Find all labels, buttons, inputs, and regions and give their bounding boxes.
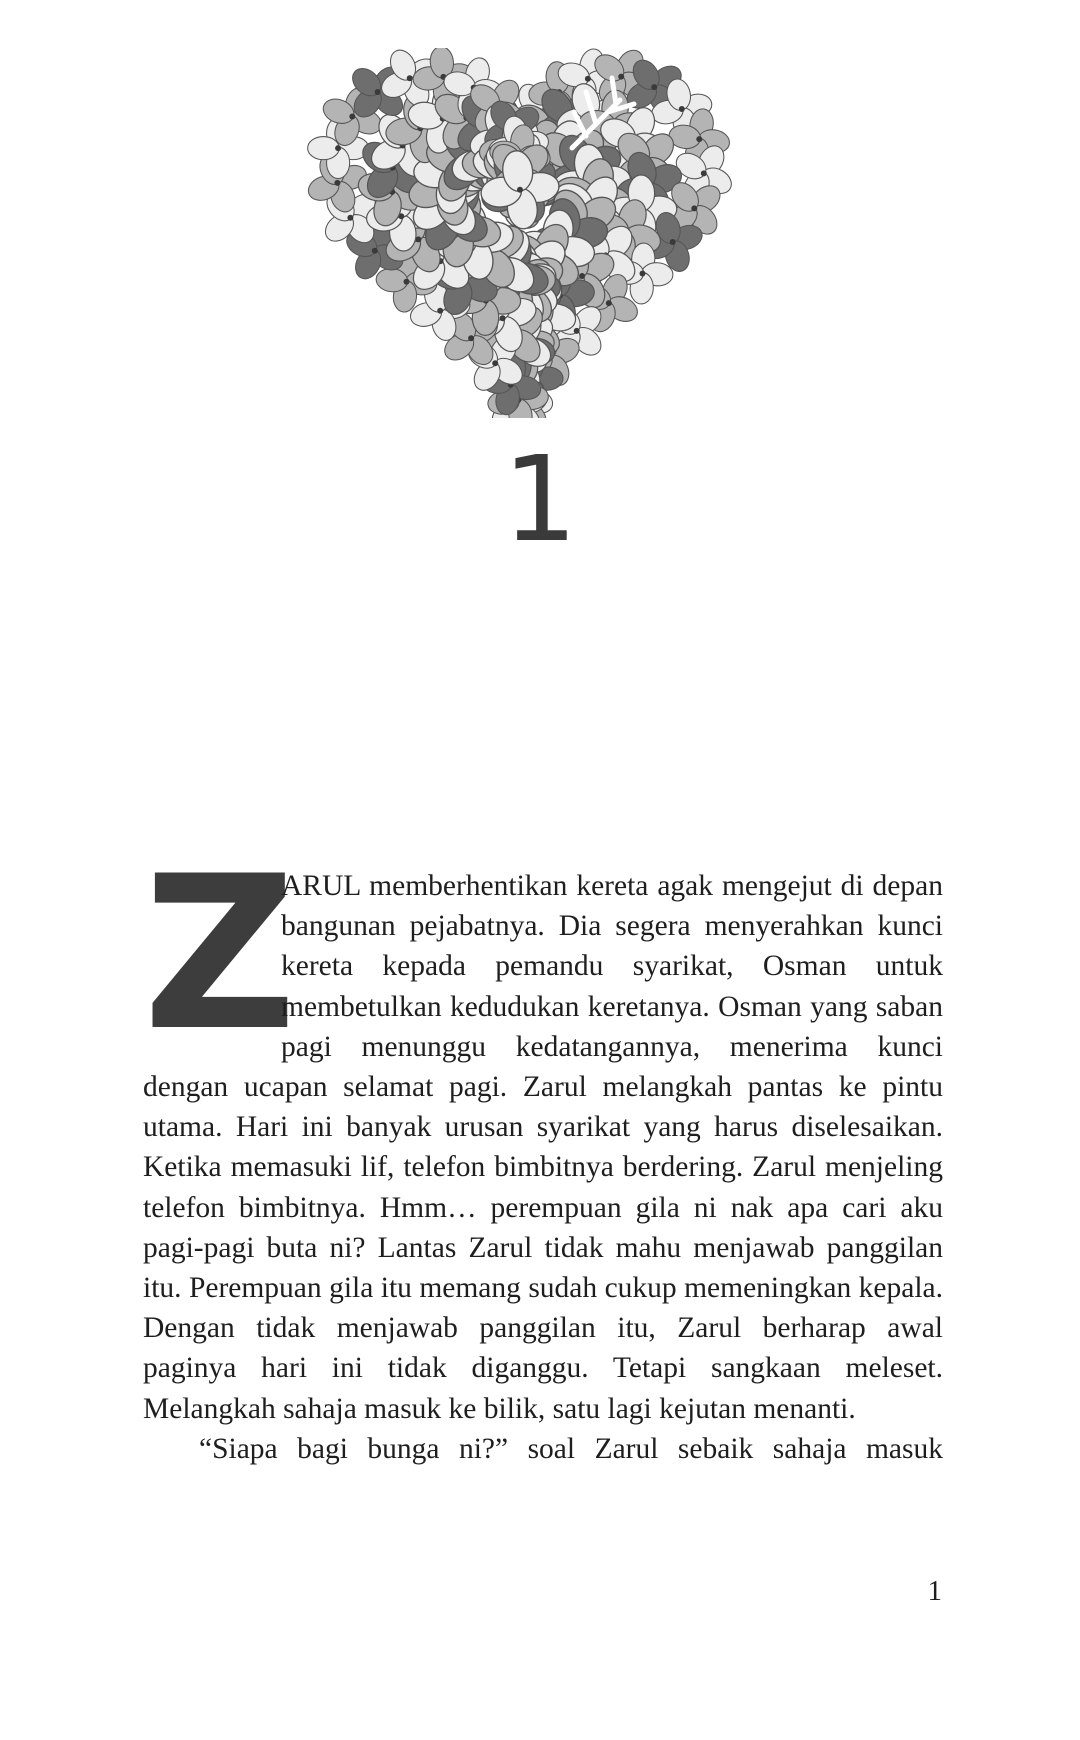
flower-center <box>335 145 341 151</box>
flower-center <box>349 114 355 120</box>
flower-center <box>437 308 443 314</box>
flower-center <box>670 239 676 245</box>
flower-center <box>492 360 498 366</box>
flower-center <box>407 75 413 81</box>
chapter-number: 1 <box>502 430 578 568</box>
flower-heart-icon <box>290 48 750 418</box>
first-paragraph <box>143 830 943 1429</box>
flower-center <box>468 335 474 341</box>
flower-center <box>574 328 580 334</box>
drop-cap: Z <box>143 830 297 1077</box>
flower-center <box>640 271 646 277</box>
flower-center <box>618 74 624 80</box>
flower-center <box>404 279 410 285</box>
flower-center <box>372 248 378 254</box>
flower-center <box>691 205 697 211</box>
flower-center <box>696 136 702 142</box>
flower-center <box>500 315 506 321</box>
flower-center <box>606 300 612 306</box>
first-paragraph-text: ARUL memberhentikan kereta agak mengejut di depan bangunan pejabatnya. Dia segera menyerahkan kunci kereta kepada pemandu syarikat, Osman untuk membetulkan kedudukan keretanya. Osman yang saban pagi menunggu kedatangannya, menerima kunci dengan ucapan selamat pagi. Zarul melangkah pantas ke pintu utama. Hari ini banyak urusan syarikat yang harus diselesaikan. Ketika memasuki lif, telefon bimbitnya berdering. Zarul menjeling telefon bimbitnya. Hmm… perempuan gila ni nak apa cari aku pagi-pagi buta ni? Lantas Zarul tidak mahu menjawab panggilan itu. Perempuan gila itu memang sudah cukup memeningkan kepala. Dengan tidak menjawab panggilan itu, Zarul berharap awal paginya hari ini tidak diganggu. Tetapi sangkaan meleset. Melangkah sahaja masuk ke bilik, satu lagi kejutan menanti. <box>143 870 943 1425</box>
page-number: 1 <box>927 1575 942 1607</box>
flower-center <box>701 170 707 176</box>
flower-center <box>375 89 381 95</box>
flower-center <box>579 273 585 279</box>
flower-center <box>679 106 685 112</box>
flower-center <box>585 76 591 82</box>
flower-center <box>347 215 353 221</box>
flower-center <box>651 84 657 90</box>
flower-center <box>334 180 340 186</box>
body-text <box>143 830 943 1469</box>
flower-center <box>517 187 523 193</box>
second-paragraph: “Siapa bagi bunga ni?” soal Zarul sebaik sahaja masuk <box>199 1432 943 1465</box>
